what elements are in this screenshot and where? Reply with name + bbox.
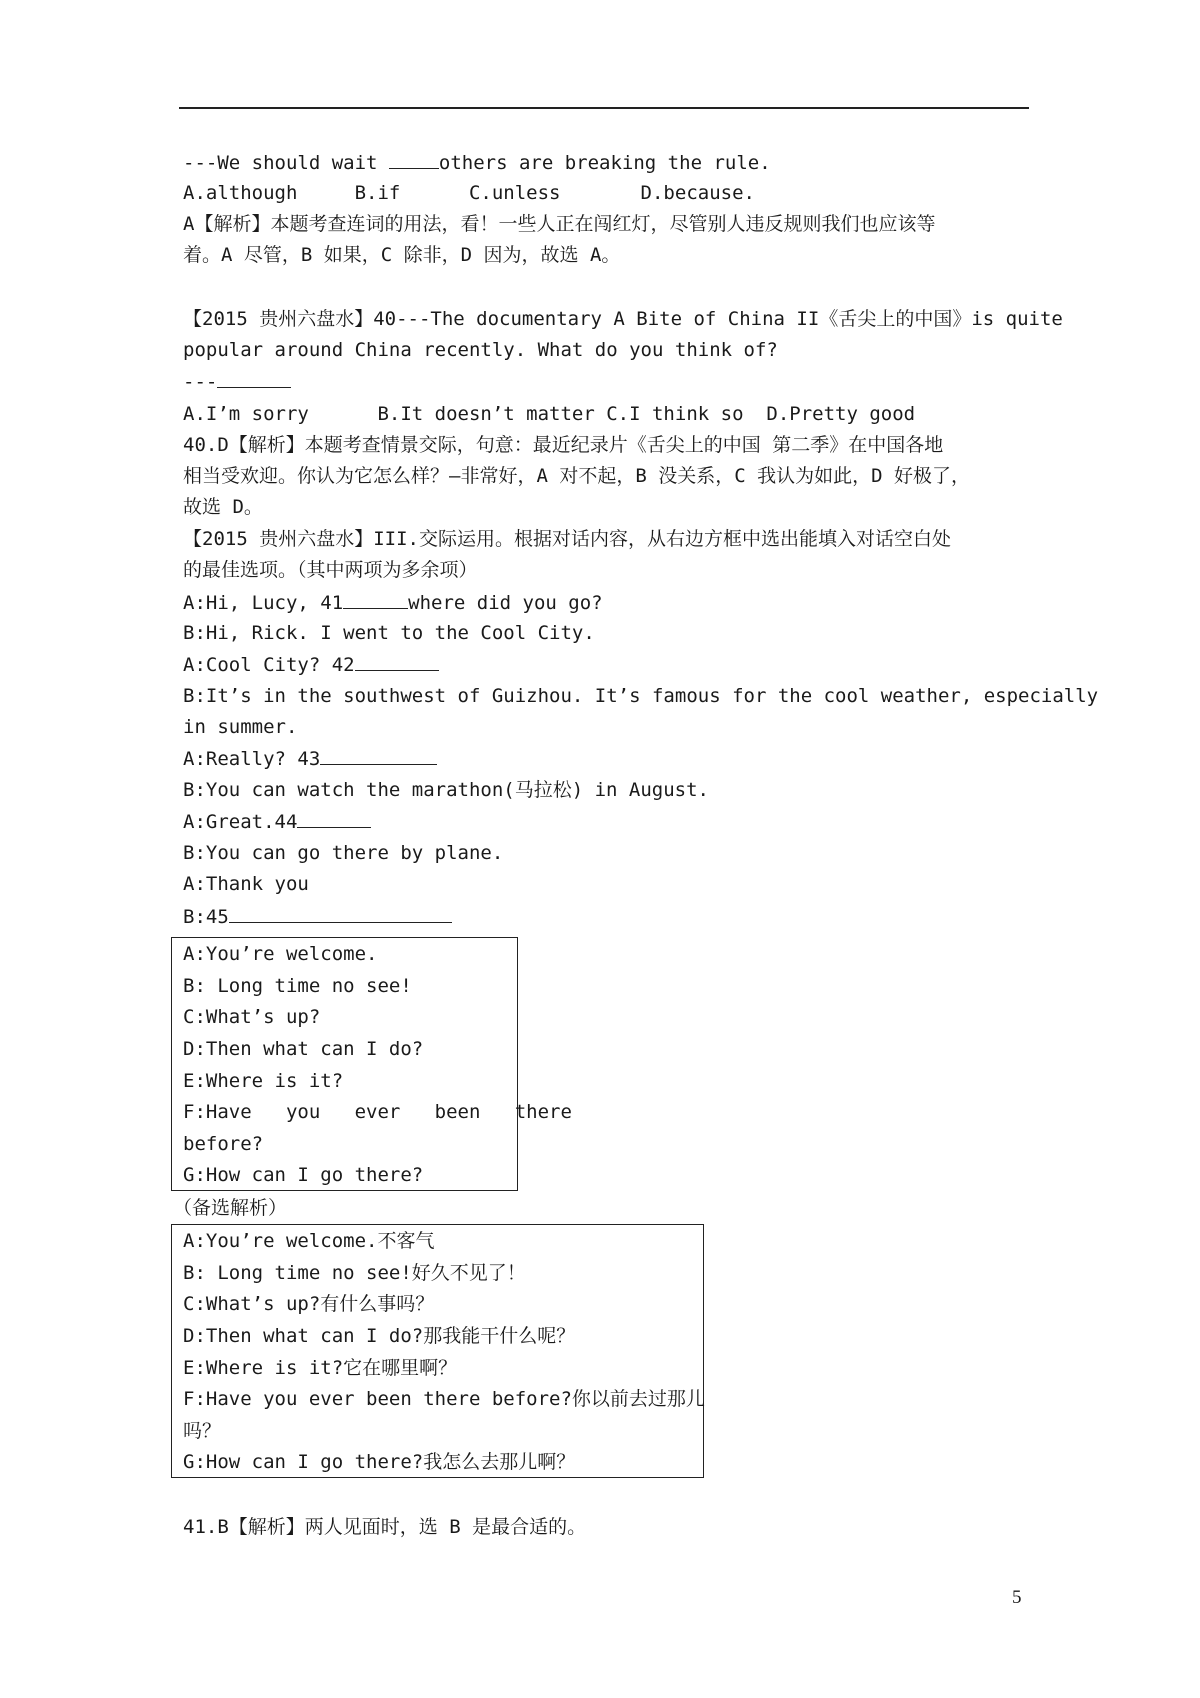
section-heading: 【2015 贵州六盘水】III.交际运用。根据对话内容，从右边方框中选出能填入对话空白处 (183, 528, 951, 550)
answer-blank (343, 590, 408, 609)
backup-line: D:Then what can I do?那我能干什么呢？ (183, 1325, 576, 1347)
backup-line: B: Long time no see!好久不见了！ (183, 1262, 526, 1284)
backup-line: G:How can I go there?我怎么去那儿啊？ (183, 1451, 576, 1473)
q40-analysis-line: 故选 D。 (183, 496, 263, 518)
option-line: B: Long time no see! (183, 975, 412, 997)
backup-line: C:What’s up?有什么事吗？ (183, 1293, 435, 1315)
backup-line: 吗？ (183, 1420, 222, 1442)
option-line: D:Then what can I do? (183, 1038, 424, 1060)
option-line: F:Have you ever been there (183, 1101, 572, 1123)
q39-analysis-line: 着。A 尽管，B 如果，C 除非，D 因为，故选 A。 (183, 244, 621, 266)
dialogue-line: B:It’s in the southwest of Guizhou. It’s famous for the cool weather, especially (183, 685, 1099, 707)
option-line: G:How can I go there? (183, 1164, 424, 1186)
dialogue-line: B:You can watch the marathon(马拉松) in August. (183, 779, 709, 801)
dialogue-line: B:You can go there by plane. (183, 842, 504, 864)
dialogue-line-41: A:Hi, Lucy, 41 where did you go? (183, 592, 603, 614)
q40-question-line: popular around China recently. What do you think of? (183, 339, 778, 361)
backup-line: A:You’re welcome.不客气 (183, 1230, 435, 1252)
dialogue-line-43: A:Really? 43 (183, 746, 437, 771)
dialogue-line: B:Hi, Rick. I went to the Cool City. (183, 622, 595, 644)
backup-line: E:Where is it?它在哪里啊？ (183, 1357, 458, 1379)
dialogue-line: in summer. (183, 716, 298, 738)
option-line: C:What’s up? (183, 1006, 321, 1028)
q39-options: A.although B.if C.unless D.because. (183, 182, 755, 204)
section-heading: 的最佳选项。（其中两项为多余项） (183, 559, 478, 581)
answer-blank (355, 652, 439, 671)
page-number: 5 (1012, 1587, 1022, 1608)
option-line: before? (183, 1133, 264, 1155)
q40-answer-line: --- (183, 369, 291, 394)
backup-line: F:Have you ever been there before?你以前去过那儿 (183, 1388, 705, 1410)
option-line: A:You’re welcome. (183, 943, 378, 965)
q40-question-line: 【2015 贵州六盘水】40---The documentary A Bite of China II《舌尖上的中国》is quite (183, 308, 1063, 330)
q40-analysis-line: 40.D【解析】本题考查情景交际，句意：最近纪录片《舌尖上的中国 第二季》在中国各地 (183, 434, 944, 456)
backup-title: （备选解析） (173, 1197, 288, 1219)
q40-analysis-line: 相当受欢迎。你认为它怎么样？—非常好，A 对不起，B 没关系，C 我认为如此，D 好极了， (183, 465, 970, 487)
header-rule (179, 107, 1029, 109)
dialogue-line-42: A:Cool City? 42 (183, 652, 439, 677)
option-line: E:Where is it? (183, 1070, 344, 1092)
dialogue-line-44: A:Great.44 (183, 809, 371, 834)
q39-stem: ---We should wait others are breaking the rule. (183, 152, 771, 174)
answer-blank (297, 809, 371, 828)
q39-analysis-line: A【解析】本题考查连词的用法，看！一些人正在闯红灯，尽管别人违反规则我们也应该等 (183, 213, 936, 235)
answer-blank (229, 904, 452, 923)
q41-analysis: 41.B【解析】两人见面时，选 B 是最合适的。 (183, 1516, 587, 1538)
dialogue-line-45: B:45 (183, 904, 452, 929)
answer-blank (320, 746, 437, 765)
dialogue-line: A:Thank you (183, 873, 309, 895)
answer-blank (217, 369, 291, 388)
answer-blank (389, 150, 439, 169)
q40-options: A.I’m sorry B.It doesn’t matter C.I think so D.Pretty good (183, 403, 916, 425)
